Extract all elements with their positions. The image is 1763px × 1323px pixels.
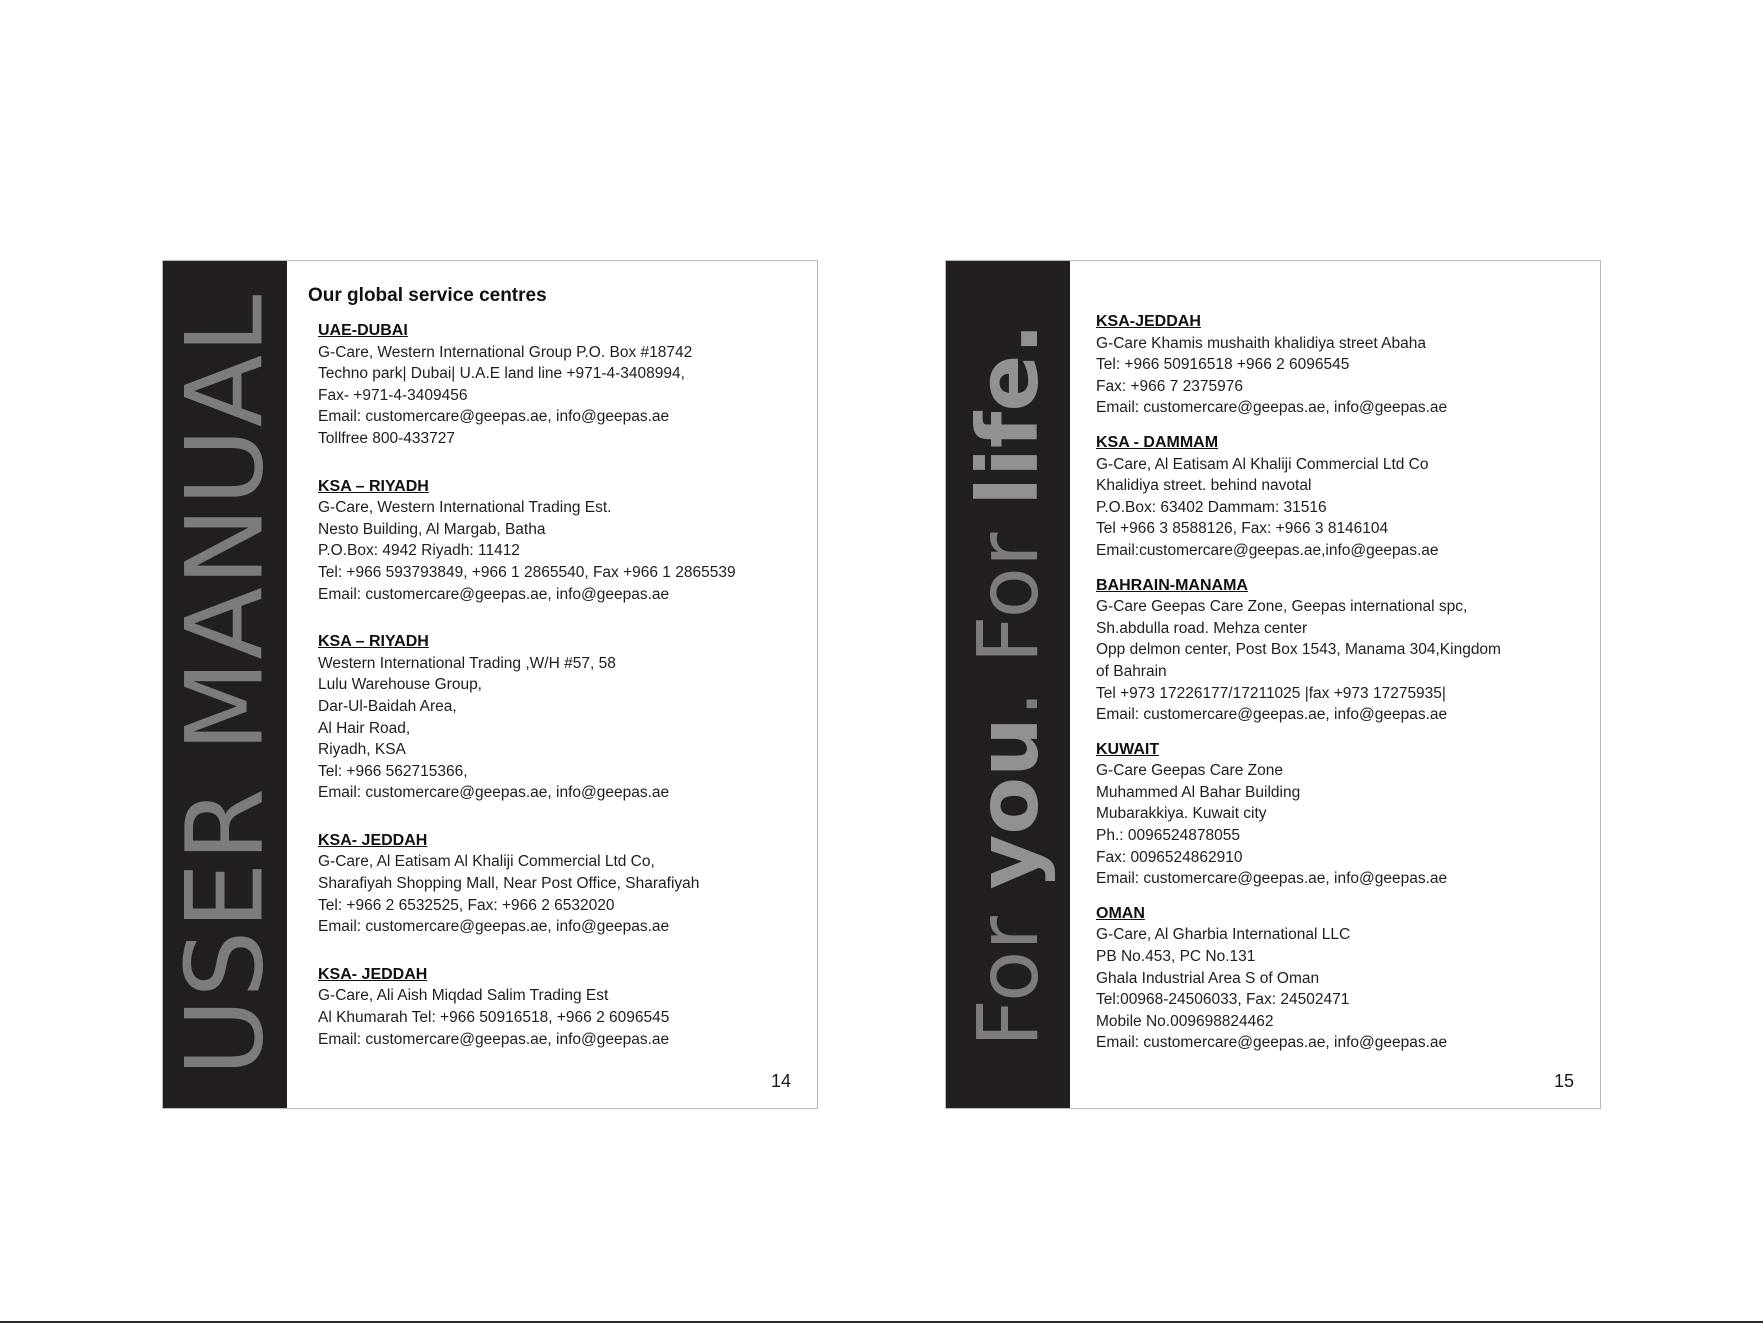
- service-centre-block: [318, 830, 807, 938]
- service-centre-line: G-Care Khamis mushaith khalidiya street Abaha: [1096, 334, 1426, 352]
- service-centre-title: OMAN: [1096, 904, 1145, 922]
- service-centre-block: [1096, 311, 1590, 419]
- service-centre-list-right: [1096, 311, 1590, 1054]
- manual-page-15: [945, 260, 1601, 1109]
- service-centre-line: Techno park| Dubai| U.A.E land line +971-4-3408994,: [318, 365, 685, 383]
- service-centre-line: Email: customercare@geepas.ae, info@geepas.ae: [1096, 870, 1448, 888]
- service-centre-title: UAE-DUBAI: [318, 322, 408, 339]
- service-centre-line: G-Care Geepas Care Zone, Geepas international spc,: [1096, 598, 1468, 616]
- service-centre-line: Email: customercare@geepas.ae, info@geepas.ae: [1096, 399, 1448, 417]
- service-centre-block: [1096, 903, 1590, 1054]
- band-slogan: [959, 322, 1057, 1047]
- service-centre-line: Email: customercare@geepas.ae, info@geepas.ae: [318, 918, 670, 936]
- service-centre-line: G-Care, Al Eatisam Al Khaliji Commercial Ltd Co,: [318, 853, 655, 871]
- slogan-part-3: . For: [959, 505, 1057, 717]
- service-centre-line: P.O.Box: 4942 Riyadh: 11412: [318, 542, 520, 560]
- slogan-part-4: life.: [959, 322, 1057, 506]
- service-centre-title: KSA - DAMMAM: [1096, 433, 1219, 451]
- service-centre-line: Khalidiya street. behind navotal: [1096, 477, 1312, 495]
- service-centre-line: Email: customercare@geepas.ae, info@geepas.ae: [318, 784, 670, 802]
- service-centre-line: Mubarakkiya. Kuwait city: [1096, 805, 1267, 823]
- service-centre-line: Email: customercare@geepas.ae, info@geepas.ae: [1096, 1034, 1448, 1052]
- service-centre-line: G-Care, Western International Trading Est.: [318, 499, 612, 517]
- manual-page-14: [162, 260, 818, 1109]
- service-centre-line: P.O.Box: 63402 Dammam: 31516: [1096, 498, 1327, 516]
- page-content-right: [1096, 311, 1590, 1067]
- service-centre-list-left: [308, 320, 807, 1050]
- service-centre-line: G-Care, Al Eatisam Al Khaliji Commercial Ltd Co: [1096, 455, 1429, 473]
- slogan-part-2: you: [959, 716, 1057, 889]
- service-centre-line: Tel +973 17226177/17211025 |fax +973 17275935|: [1096, 684, 1446, 702]
- service-centre-line: G-Care, Western International Group P.O. Box #18742: [318, 343, 693, 361]
- service-centre-block: [1096, 739, 1590, 890]
- service-centre-line: Tel: +966 50916518 +966 2 6096545: [1096, 356, 1350, 374]
- service-centre-block: [1096, 432, 1590, 562]
- service-centre-line: Email: customercare@geepas.ae, info@geepas.ae: [1096, 706, 1448, 724]
- service-centre-line: Fax- +971-4-3409456: [318, 386, 468, 404]
- service-centre-line: Mobile No.009698824462: [1096, 1012, 1274, 1030]
- service-centre-line: Tollfree 800-433727: [318, 429, 456, 447]
- service-centre-line: Ghala Industrial Area S of Oman: [1096, 969, 1320, 987]
- side-band-left: [163, 261, 287, 1108]
- service-centre-block: [1096, 575, 1590, 726]
- band-title-user-manual: USER MANUAL: [163, 293, 287, 1076]
- service-centre-line: Email: customercare@geepas.ae, info@geepas.ae: [318, 1030, 670, 1048]
- service-centre-block: [318, 631, 807, 804]
- service-centre-line: Sharafiyah Shopping Mall, Near Post Office, Sharafiyah: [318, 875, 700, 893]
- service-centre-line: Tel +966 3 8588126, Fax: +966 3 8146104: [1096, 520, 1389, 538]
- service-centre-line: Lulu Warehouse Group,: [318, 676, 482, 694]
- service-centre-line: PB No.453, PC No.131: [1096, 948, 1256, 966]
- service-centre-line: Western International Trading ,W/H #57, 58: [318, 654, 616, 672]
- service-centre-line: Tel: +966 562715366,: [318, 762, 468, 780]
- service-centre-block: [318, 476, 807, 606]
- service-centre-line: Al Hair Road,: [318, 719, 411, 737]
- slogan-part-1: For: [959, 888, 1057, 1047]
- service-centre-line: Email: customercare@geepas.ae, info@geepas.ae: [318, 408, 670, 426]
- service-centre-line: Email:customercare@geepas.ae,info@geepas.ae: [1096, 541, 1439, 559]
- service-centre-line: of Bahrain: [1096, 662, 1167, 680]
- side-band-right: [946, 261, 1070, 1108]
- service-centre-block: [318, 964, 807, 1050]
- service-centre-line: G-Care, Al Gharbia International LLC: [1096, 926, 1351, 944]
- service-centre-title: KUWAIT: [1096, 740, 1160, 758]
- service-centre-line: Nesto Building, Al Margab, Batha: [318, 520, 546, 538]
- service-centre-line: Al Khumarah Tel: +966 50916518, +966 2 6096545: [318, 1009, 670, 1027]
- service-centre-title: KSA- JEDDAH: [318, 965, 428, 983]
- service-centre-line: Muhammed Al Bahar Building: [1096, 783, 1301, 801]
- service-centre-line: G-Care Geepas Care Zone: [1096, 762, 1283, 780]
- service-centre-title: KSA-JEDDAH: [1096, 313, 1201, 330]
- service-centre-line: Fax: 0096524862910: [1096, 848, 1243, 866]
- service-centre-line: Opp delmon center, Post Box 1543, Manama 304,Kingdom: [1096, 641, 1501, 659]
- service-centre-line: Riyadh, KSA: [318, 741, 406, 759]
- service-centre-title: KSA- JEDDAH: [318, 831, 428, 849]
- section-title: Our global service centres: [308, 285, 547, 306]
- service-centre-line: Tel: +966 593793849, +966 1 2865540, Fax +966 1 2865539: [318, 563, 736, 581]
- page-content-left: [308, 285, 807, 1076]
- service-centre-title: BAHRAIN-MANAMA: [1096, 576, 1248, 594]
- service-centre-line: Ph.: 0096524878055: [1096, 827, 1240, 845]
- service-centre-line: Tel: +966 2 6532525, Fax: +966 2 6532020: [318, 896, 615, 914]
- service-centre-line: Email: customercare@geepas.ae, info@geepas.ae: [318, 585, 670, 603]
- service-centre-title: KSA – RIYADH: [318, 633, 429, 651]
- service-centre-line: G-Care, Ali Aish Miqdad Salim Trading Est: [318, 987, 609, 1005]
- service-centre-block: [318, 320, 807, 450]
- service-centre-title: KSA – RIYADH: [318, 477, 429, 495]
- service-centre-line: Tel:00968-24506033, Fax: 24502471: [1096, 991, 1350, 1009]
- page-number: 15: [1553, 1071, 1574, 1091]
- service-centre-line: Dar-Ul-Baidah Area,: [318, 697, 457, 715]
- service-centre-line: Sh.abdulla road. Mehza center: [1096, 619, 1308, 637]
- page-number: 14: [770, 1071, 791, 1091]
- service-centre-line: Fax: +966 7 2375976: [1096, 377, 1243, 395]
